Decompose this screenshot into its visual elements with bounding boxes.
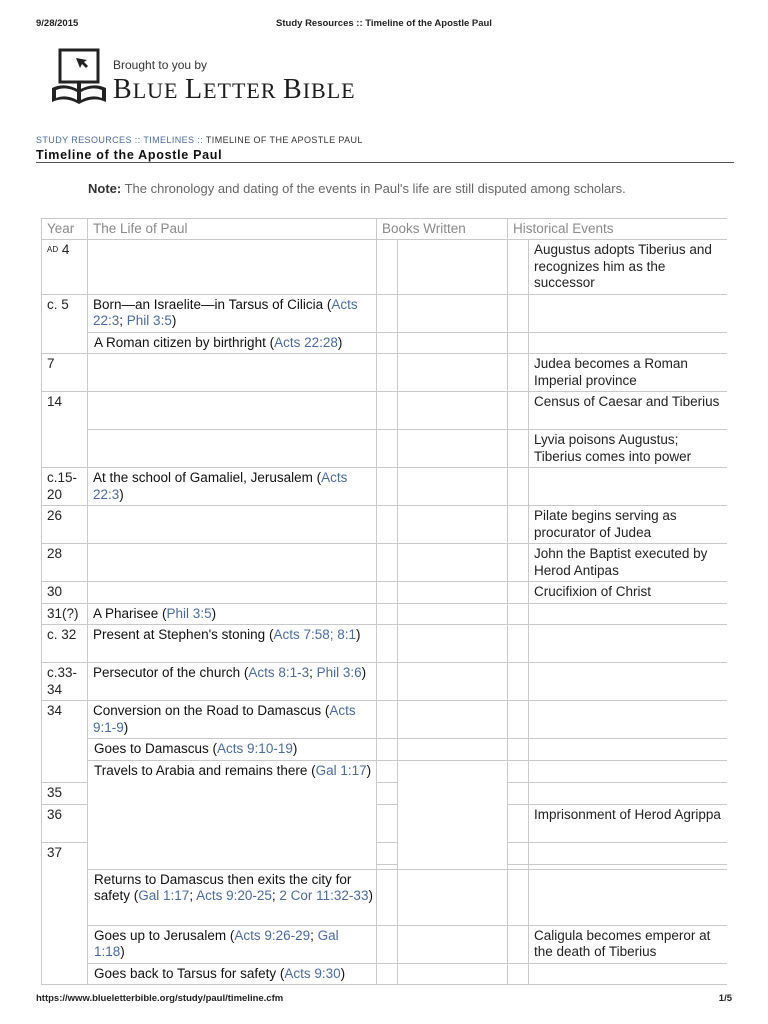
table-row: 36 Imprisonment of Herod Agrippa	[42, 804, 728, 842]
table-row: $^{AD}$ 4 Augustus adopts Tiberius and recognizes him as the successor	[42, 240, 728, 295]
table-row: Goes to Damascus (Acts 9:10-19)	[42, 739, 728, 761]
header-life: The Life of Paul	[88, 219, 377, 240]
blue-letter-bible-logo[interactable]	[50, 46, 370, 110]
table-row: c. 32 Present at Stephen's stoning (Acts 7:58; 8:1)	[42, 625, 728, 663]
table-row: 7 Judea becomes a Roman Imperial province	[42, 354, 728, 392]
header-historical: Historical Events	[508, 219, 727, 240]
table-row: c.15-20 At the school of Gamaliel, Jerusalem (Acts 22:3)	[42, 468, 728, 506]
table-row: 34 Conversion on the Road to Damascus (Acts 9:1-9)	[42, 701, 728, 739]
table-row: 37	[42, 842, 728, 864]
print-url: https://www.blueletterbible.org/study/paul/timeline.cfm	[36, 993, 284, 1004]
header-books: Books Written	[377, 219, 508, 240]
table-row: Returns to Damascus then exits the city for safety (Gal 1:17; Acts 9:20-25; 2 Cor 11:32-33)	[42, 869, 728, 925]
table-row: 28 John the Baptist executed by Herod Antipas	[42, 544, 728, 582]
table-row: 35	[42, 782, 728, 804]
page-title: Timeline of the Apostle Paul	[36, 148, 223, 162]
timeline-table-container	[41, 218, 727, 986]
table-row: 31(?) A Pharisee (Phil 3:5)	[42, 603, 728, 625]
timeline-table	[41, 218, 727, 985]
chronology-note: Note: The chronology and dating of the events in Paul's life are still disputed among scholars.	[88, 181, 626, 196]
table-row: 30 Crucifixion of Christ	[42, 582, 728, 604]
breadcrumb-current: TIMELINE OF THE APOSTLE PAUL	[205, 135, 363, 145]
table-row: c. 5 Born—an Israelite—in Tarsus of Cilicia (Acts 22:3; Phil 3:5)	[42, 294, 728, 332]
header-year: Year	[42, 219, 88, 240]
table-row: Travels to Arabia and remains there (Gal 1:17)	[42, 760, 728, 782]
table-row: Lyvia poisons Augustus; Tiberius comes into power	[42, 430, 728, 468]
brought-to-you-text: Brought to you by	[113, 58, 208, 72]
breadcrumb-timelines[interactable]: TIMELINES	[143, 135, 195, 145]
print-page-number: 1/5	[718, 993, 732, 1004]
table-row: A Roman citizen by birthright (Acts 22:28)	[42, 332, 728, 354]
print-date: 9/28/2015	[36, 18, 79, 29]
table-row: Goes back to Tarsus for safety (Acts 9:30)	[42, 963, 728, 985]
brand-name: BLUE LETTER BIBLE	[113, 74, 356, 105]
table-row: 26 Pilate begins serving as procurator of Judea	[42, 506, 728, 544]
title-divider	[36, 162, 734, 163]
table-row: 14 Census of Caesar and Tiberius	[42, 392, 728, 430]
breadcrumb-study-resources[interactable]: STUDY RESOURCES	[36, 135, 132, 145]
breadcrumb: STUDY RESOURCES :: TIMELINES :: TIMELINE OF THE APOSTLE PAUL	[36, 135, 363, 145]
table-row: Goes up to Jerusalem (Acts 9:26-29; Gal 1:18) Caligula becomes emperor at the death of Tiberius	[42, 925, 728, 963]
open-book-icon	[50, 46, 108, 108]
table-row: c.33-34 Persecutor of the church (Acts 8:1-3; Phil 3:6)	[42, 663, 728, 701]
table-header-row	[42, 219, 728, 240]
print-title: Study Resources :: Timeline of the Apostle Paul	[276, 18, 492, 29]
